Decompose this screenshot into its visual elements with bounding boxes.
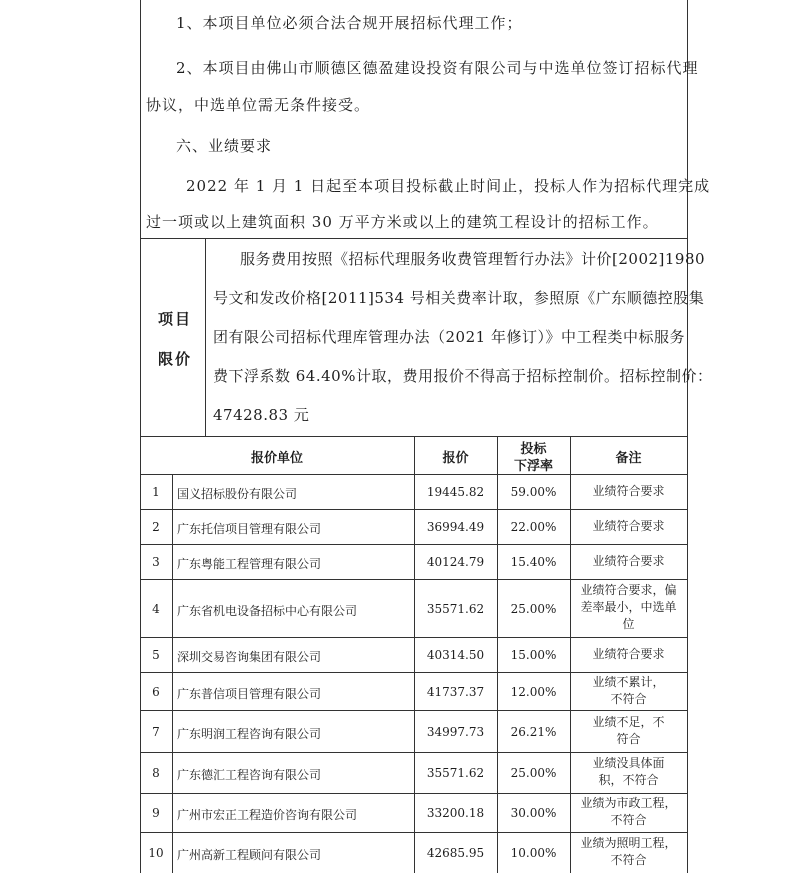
row-company: 广东省机电设备招标中心有限公司 <box>177 604 358 618</box>
row-note: 业绩符合要求 <box>592 484 665 498</box>
row-price: 40124.79 <box>426 555 485 569</box>
price-limit-top-border <box>140 238 687 239</box>
row-note: 业绩为照明工程，不符合 <box>580 836 677 867</box>
row-index: 7 <box>152 725 160 739</box>
header-rate-line-1: 投标 <box>520 442 547 457</box>
row-company: 广州市宏正工程造价咨询有限公司 <box>177 808 358 822</box>
price-limit-line-2: 号文和发改价格[2011]534 号相关费率计取，参照原《广东顺德控股集 <box>213 289 705 307</box>
price-limit-line-1: 服务费用按照《招标代理服务收费管理暂行办法》计价[2002]1980 <box>240 250 706 268</box>
row-note: 业绩没具体面积，不符合 <box>592 756 665 787</box>
row-price: 36994.49 <box>426 520 485 534</box>
header-unit: 报价单位 <box>250 451 303 466</box>
row-note: 业绩不足，不符合 <box>592 715 665 746</box>
row-company: 深圳交易咨询集团有限公司 <box>177 650 322 664</box>
row-rate: 30.00% <box>510 806 557 820</box>
page-right-border <box>687 0 688 873</box>
row-price: 35571.62 <box>426 766 485 780</box>
header-note: 备注 <box>615 451 642 466</box>
row-price: 19445.82 <box>426 485 485 499</box>
row-rate: 26.21% <box>510 725 557 739</box>
row-index: 6 <box>152 685 160 699</box>
row-price: 41737.37 <box>426 685 485 699</box>
row-index: 9 <box>152 806 160 820</box>
row-company: 广东托信项目管理有限公司 <box>177 522 322 536</box>
header-rate-line-2: 下浮率 <box>513 459 553 474</box>
row-rate: 10.00% <box>510 846 557 860</box>
performance-line-2: 过一项或以上建筑面积 30 万平方米或以上的建筑工程设计的招标工作。 <box>146 213 659 231</box>
row-company: 广东普信项目管理有限公司 <box>177 687 322 701</box>
row-company: 广东明润工程咨询有限公司 <box>177 727 322 741</box>
row-rate: 15.00% <box>510 648 557 662</box>
row-rate: 25.00% <box>510 766 557 780</box>
row-note: 业绩符合要求 <box>592 554 665 568</box>
performance-line-1: 2022 年 1 月 1 日起至本项目投标截止时间止，投标人作为招标代理完成 <box>186 177 711 195</box>
row-note: 业绩不累计，不符合 <box>592 675 665 706</box>
row-index: 3 <box>152 555 160 569</box>
table-col-divider <box>172 474 173 873</box>
header-price: 报价 <box>442 451 469 466</box>
row-price: 40314.50 <box>426 648 485 662</box>
row-company: 国义招标股份有限公司 <box>177 487 298 501</box>
row-note: 业绩符合要求，偏差率最小，中选单位 <box>580 583 677 631</box>
row-index: 8 <box>152 766 160 780</box>
row-index: 5 <box>152 648 160 662</box>
row-rate: 25.00% <box>510 602 557 616</box>
row-price: 35571.62 <box>426 602 485 616</box>
row-company: 广东粤能工程管理有限公司 <box>177 557 322 571</box>
row-rate: 22.00% <box>510 520 557 534</box>
clause-2-line-1: 2、本项目由佛山市顺德区德盈建设投资有限公司与中选单位签订招标代理 <box>176 59 699 77</box>
row-rate: 59.00% <box>510 485 557 499</box>
price-limit-line-3: 团有限公司招标代理库管理办法（2021 年修订）》中工程类中标服务 <box>213 328 685 346</box>
row-note: 业绩符合要求 <box>592 519 665 533</box>
row-price: 33200.18 <box>426 806 485 820</box>
row-index: 2 <box>152 520 160 534</box>
price-limit-line-5: 47428.83 元 <box>213 406 310 424</box>
price-limit-label-divider <box>205 238 206 436</box>
row-index: 1 <box>152 485 160 499</box>
row-rate: 15.40% <box>510 555 557 569</box>
row-note: 业绩符合要求 <box>592 647 665 661</box>
section-heading-performance: 六、业绩要求 <box>176 137 273 155</box>
row-company: 广东德汇工程咨询有限公司 <box>177 768 322 782</box>
clause-1: 1、本项目单位必须合法合规开展招标代理工作； <box>176 14 523 32</box>
row-rate: 12.00% <box>510 685 557 699</box>
row-company: 广州高新工程顾问有限公司 <box>177 848 322 862</box>
price-limit-label-line-2: 限价 <box>158 350 193 368</box>
price-limit-label-line-1: 项目 <box>158 310 193 328</box>
row-price: 34997.73 <box>426 725 485 739</box>
clause-2-line-2: 协议，中选单位需无条件接受。 <box>146 96 371 114</box>
price-limit-line-4: 费下浮系数 64.40%计取，费用报价不得高于招标控制价。招标控制价： <box>213 367 713 385</box>
row-note: 业绩为市政工程，不符合 <box>580 796 677 827</box>
row-index: 4 <box>152 602 160 616</box>
row-price: 42685.95 <box>426 846 485 860</box>
row-index: 10 <box>148 846 164 860</box>
